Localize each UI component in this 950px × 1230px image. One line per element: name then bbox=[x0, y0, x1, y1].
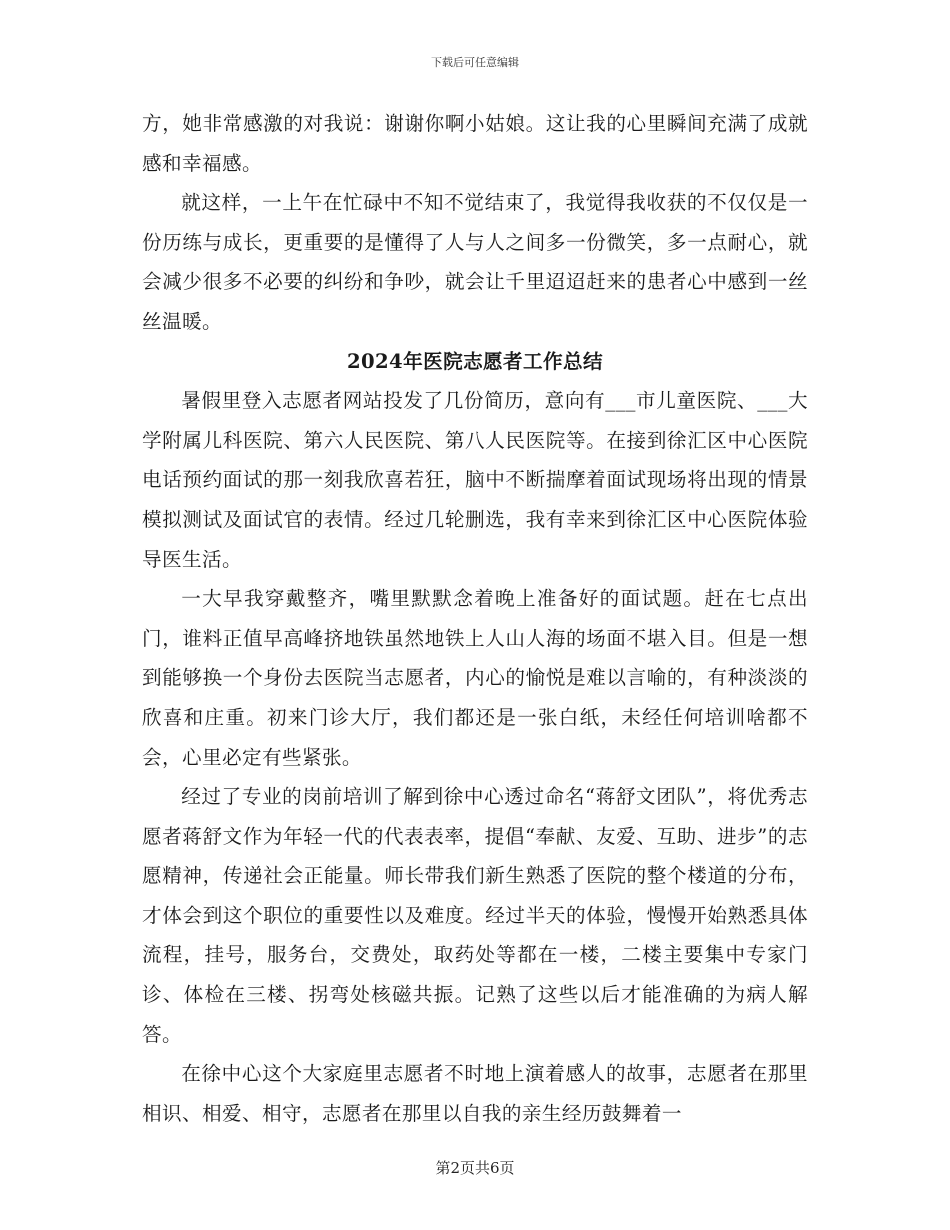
header-note: 下载后可任意编辑 bbox=[431, 56, 519, 69]
document-body bbox=[142, 104, 808, 1133]
paragraph: 经过了专业的岗前培训了解到徐中心透过命名“蒋舒文团队”，将优秀志愿者蒋舒文作为年轻一代的代表表率，提倡“奉献、友爱、互助、进步”的志愿精神，传递社会正能量。师长带我们新生熟悉了医院的整个楼道的分布，才体会到这个职位的重要性以及难度。经过半天的体验，慢慢开始熟悉具体流程，挂号，服务台，交费处，取药处等都在一楼，二楼主要集中专家门诊、体检在三楼、拐弯处核磁共振。记熟了这些以后才能准确的为病人解答。 bbox=[142, 785, 808, 1046]
paragraph: 一大早我穿戴整齐，嘴里默默念着晚上准备好的面试题。赶在七点出门，谁料正值早高峰挤地铁虽然地铁上人山人海的场面不堪入目。但是一想到能够换一个身份去医院当志愿者，内心的愉悦是难以言喻的，有种淡淡的欣喜和庄重。初来门诊大厅，我们都还是一张白纸，未经任何培训啥都不会，心里必定有些紧张。 bbox=[142, 587, 808, 769]
paragraph-continued: 方，她非常感激的对我说：谢谢你啊小姑娘。这让我的心里瞬间充满了成就感和幸福感。 bbox=[142, 112, 808, 175]
paragraph: 在徐中心这个大家庭里志愿者不时地上演着感人的故事，志愿者在那里相识、相爱、相守，志愿者在那里以自我的亲生经历鼓舞着一 bbox=[142, 1062, 808, 1125]
section-title: 2024年医院志愿者工作总结 bbox=[346, 349, 604, 373]
page-number: 第2页共6页 bbox=[435, 1159, 515, 1177]
paragraph: 就这样，一上午在忙碌中不知不觉结束了，我觉得我收获的不仅仅是一份历练与成长，更重要的是懂得了人与人之间多一份微笑，多一点耐心，就会减少很多不必要的纠纷和争吵，就会让千里迢迢赶来的患者心中感到一丝丝温暖。 bbox=[142, 191, 808, 333]
paragraph: 暑假里登入志愿者网站投发了几份简历，意向有___市儿童医院、___大学附属儿科医院、第六人民医院、第八人民医院等。在接到徐汇区中心医院电话预约面试的那一刻我欣喜若狂，脑中不断揣摩着面试现场将出现的情景模拟测试及面试官的表情。经过几轮删选，我有幸来到徐汇区中心医院体验导医生活。 bbox=[142, 389, 808, 571]
